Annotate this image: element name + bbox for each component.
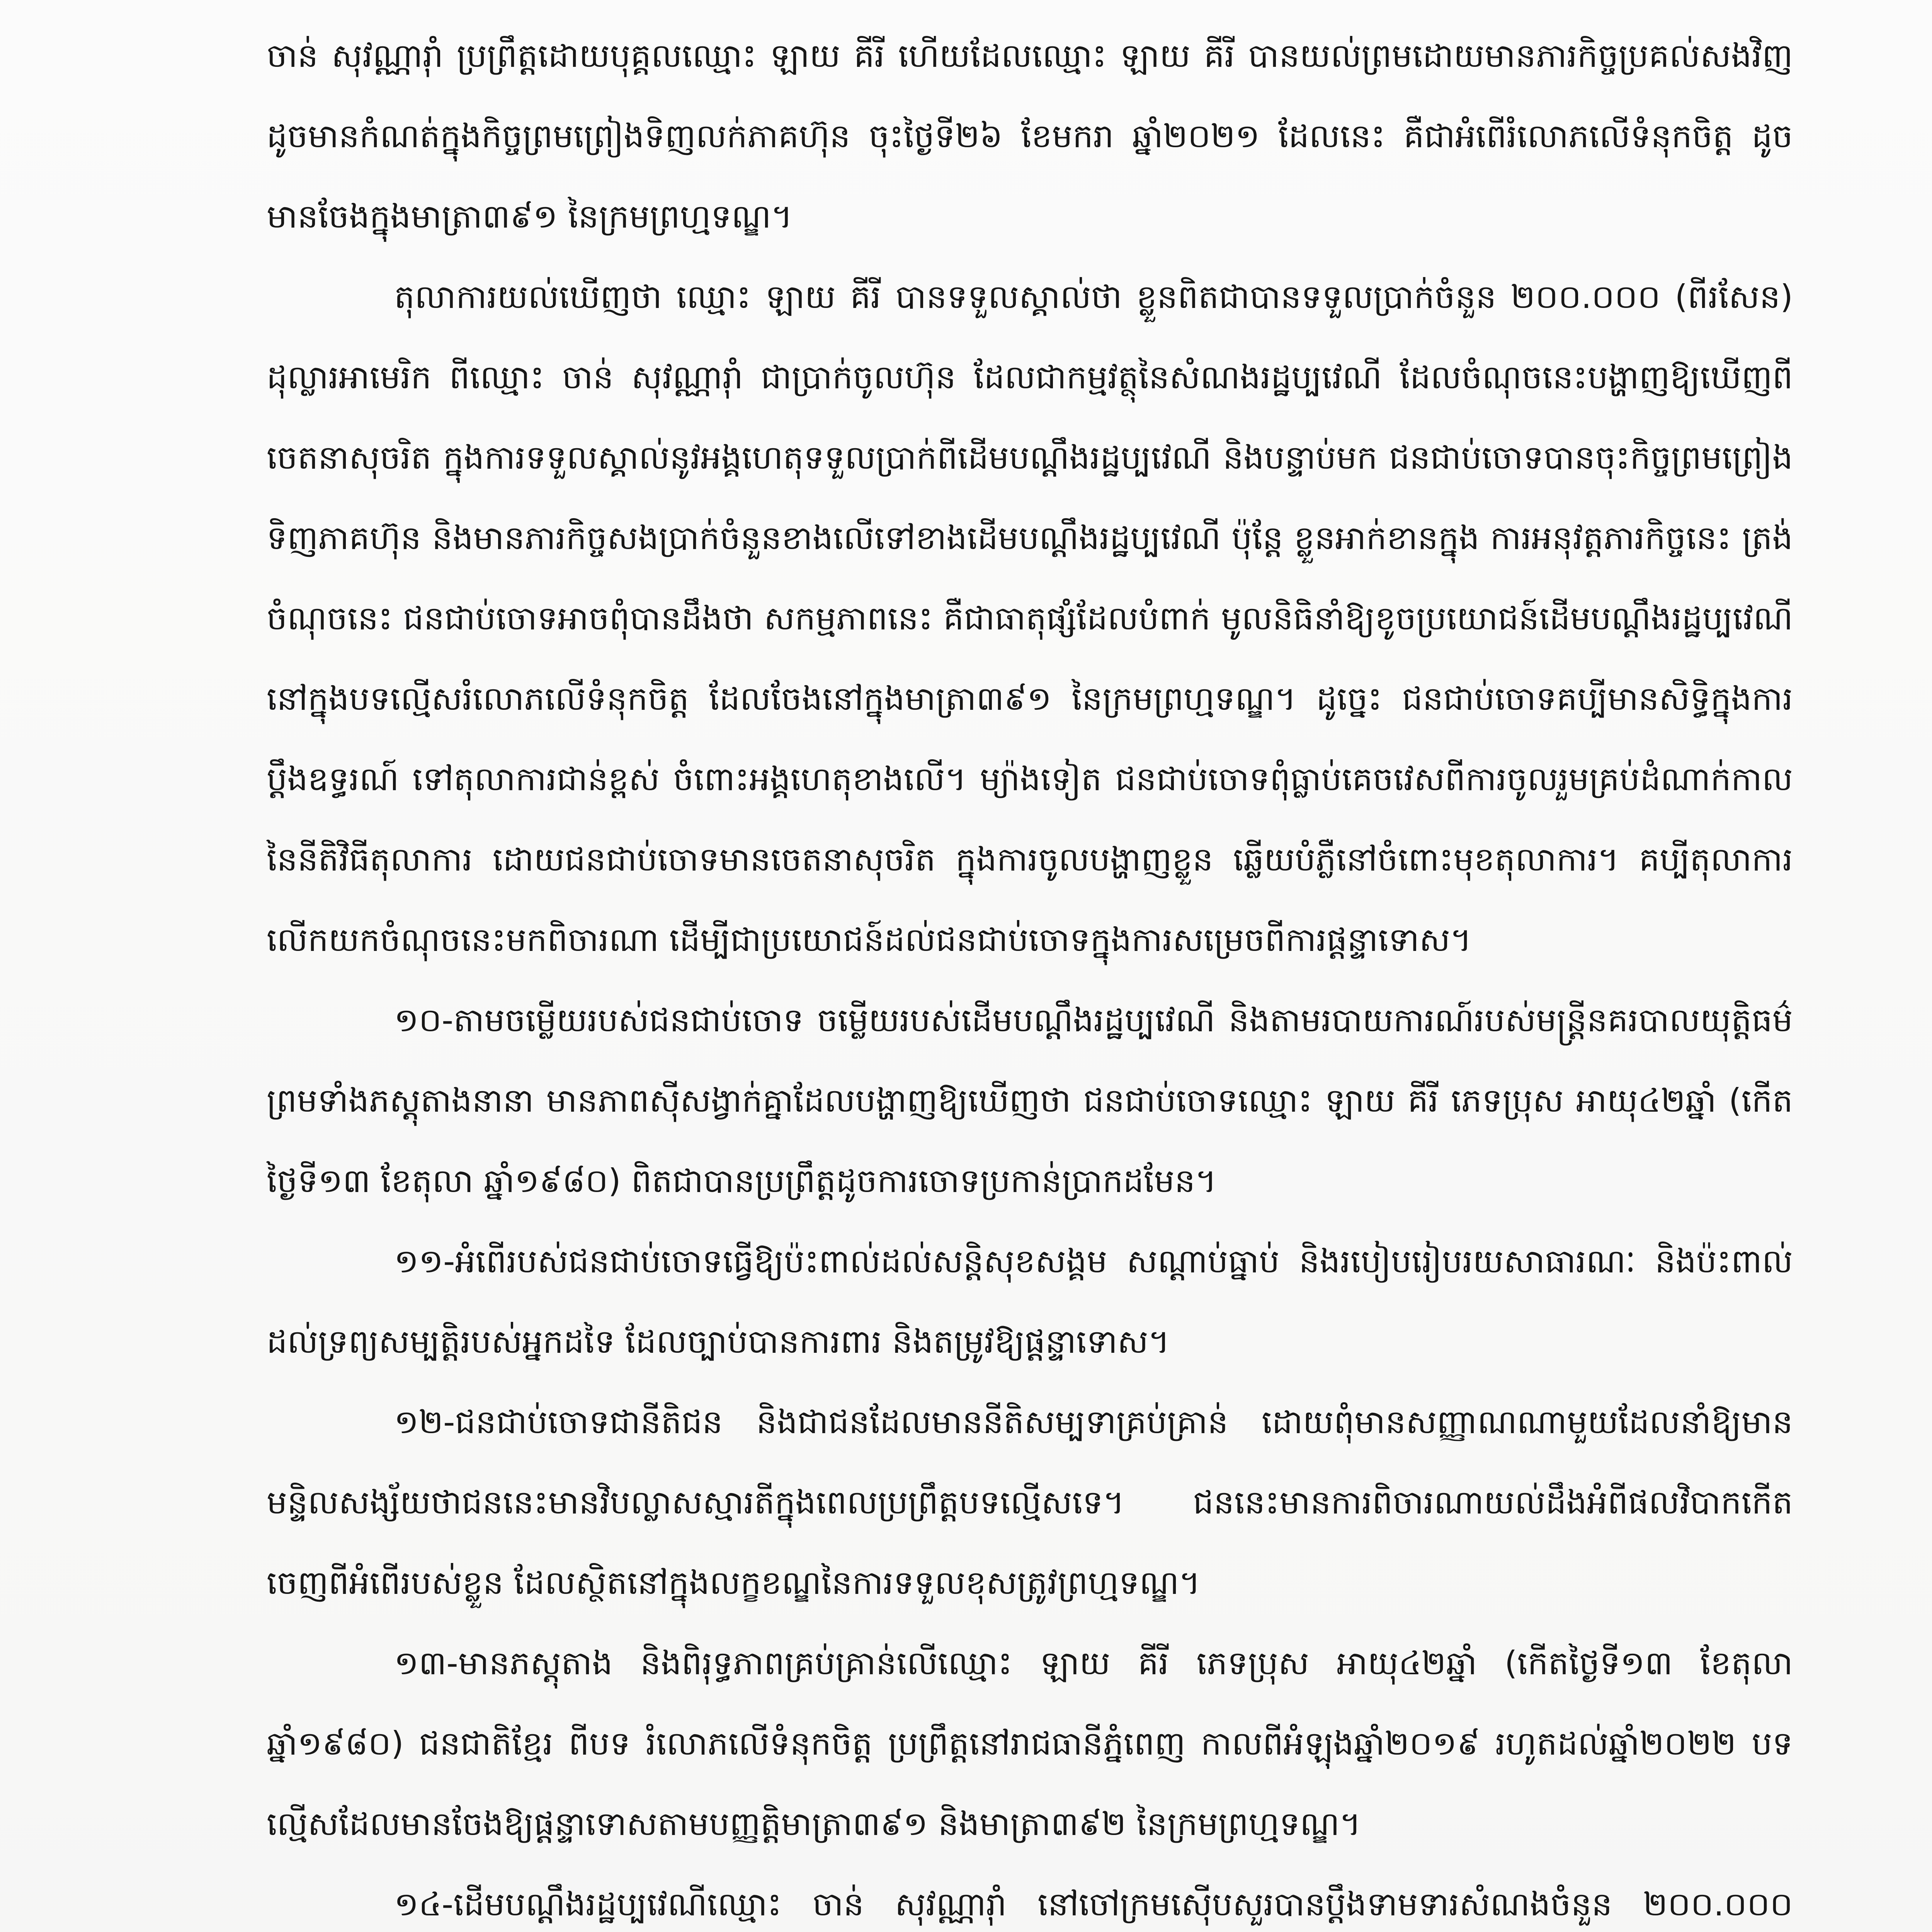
paragraph-10: ១០-តាមចម្លើយរបស់ជនជាប់ចោទ ចម្លើយរបស់ដើមបណ្តឹងរដ្ឋប្បវេណី និងតាមរបាយការណ៍របស់មន្ត្រីនគរបាលយុត្តិធម៌ ព្រមទាំងភស្តុតាងនានា មានភាពស៊ីសង្វាក់គ្នាដែលបង្ហាញឱ្យឃើញថា ជនជាប់ចោទឈ្មោះ ឡាយ គីរី ភេទប្រុស អាយុ៤២ឆ្នាំ (កើតថ្ងៃទី១៣ ខែតុលា ឆ្នាំ១៩៨០) ពិតជាបានប្រព្រឹត្តដូចការចោទប្រកាន់ប្រាកដមែន។ xyxy=(267,1001,1793,1200)
paragraph-13: ១៣-មានភស្តុតាង និងពិរុទ្ធភាពគ្រប់គ្រាន់លើឈ្មោះ ឡាយ គីរី ភេទប្រុស អាយុ៤២ឆ្នាំ (កើតថ្ងៃទី១៣ ខែតុលា ឆ្នាំ១៩៨០) ជនជាតិខ្មែរ ពីបទ រំលោភលើទំនុកចិត្ត ប្រព្រឹត្តនៅរាជធានីភ្នំពេញ កាលពីអំឡុងឆ្នាំ២០១៩ រហូតដល់ឆ្នាំ២០២២ បទល្មើសដែលមានចែងឱ្យផ្តន្ទាទោសតាមបញ្ញត្តិមាត្រា៣៩១ និងមាត្រា៣៩២ នៃក្រមព្រហ្មទណ្ឌ។ xyxy=(267,1644,1793,1843)
paragraph-continuation: ចាន់ សុវណ្ណារ៉ាំ ប្រព្រឹត្តដោយបុគ្គលឈ្មោះ ឡាយ គីរី ហើយដែលឈ្មោះ ឡាយ គីរី បានយល់ព្រមដោយមានភារកិច្ចប្រគល់សងវិញ ដូចមានកំណត់ក្នុងកិច្ចព្រមព្រៀងទិញលក់ភាគហ៊ុន ចុះថ្ងៃទី២៦ ខែមករា ឆ្នាំ២០២១ ដែលនេះ គឺជាអំពើរំលោភលើទំនុកចិត្ត ដូចមានចែងក្នុងមាត្រា៣៩១ នៃក្រមព្រហ្មទណ្ឌ។ xyxy=(267,37,1793,235)
paragraph-12: ១២-ជនជាប់ចោទជានីតិជន និងជាជនដែលមាននីតិសម្បទាគ្រប់គ្រាន់ ដោយពុំមានសញ្ញាណណាមួយដែលនាំឱ្យមានមន្ទិលសង្ស័យថាជននេះមានវិបល្លាសស្មារតីក្នុងពេលប្រព្រឹត្តបទល្មើសទេ។ ជននេះមានការពិចារណាយល់ដឹងអំពីផលវិបាកកើតចេញពីអំពើរបស់ខ្លួន ដែលស្ថិតនៅក្នុងលក្ខខណ្ឌនៃការទទួលខុសត្រូវព្រហ្មទណ្ឌ។ xyxy=(267,1403,1793,1602)
paragraph-11: ១១-អំពើរបស់ជនជាប់ចោទធ្វើឱ្យប៉ះពាល់ដល់សន្តិសុខសង្គម សណ្តាប់ធ្នាប់ និងរបៀបរៀបរយសាធារណៈ និងប៉ះពាល់ដល់ទ្រព្យសម្បត្តិរបស់អ្នកដទៃ ដែលច្បាប់បានការពារ និងតម្រូវឱ្យផ្តន្ទាទោស។ xyxy=(267,1242,1793,1361)
paragraph-court-finding: តុលាការយល់ឃើញថា ឈ្មោះ ឡាយ គីរី បានទទួលស្គាល់ថា ខ្លួនពិតជាបានទទួលប្រាក់ចំនួន ២០០.០០០ (ពីរសែន) ដុល្លារអាមេរិក ពីឈ្មោះ ចាន់ សុវណ្ណារ៉ាំ ជាប្រាក់ចូលហ៊ុន ដែលជាកម្មវត្ថុនៃសំណងរដ្ឋប្បវេណី ដែលចំណុចនេះបង្ហាញឱ្យឃើញពីចេតនាសុចរិត ក្នុងការទទួលស្គាល់នូវអង្គហេតុទទួលប្រាក់ពីដើមបណ្តឹងរដ្ឋប្បវេណី និងបន្ទាប់មក ជនជាប់ចោទបានចុះកិច្ចព្រមព្រៀង ទិញភាគហ៊ុន និងមានភារកិច្ចសងប្រាក់ចំនួនខាងលើទៅខាងដើមបណ្តឹងរដ្ឋប្បវេណី ប៉ុន្តែ ខ្លួនអាក់ខានក្នុង ការអនុវត្តភារកិច្ចនេះ ត្រង់ចំណុចនេះ ជនជាប់ចោទអាចពុំបានដឹងថា សកម្មភាពនេះ គឺជាធាតុផ្សំដែលបំពាក់ មូលនិធិនាំឱ្យខូចប្រយោជន៍ដើមបណ្តឹងរដ្ឋប្បវេណី នៅក្នុងបទល្មើសរំលោភលើទំនុកចិត្ត ដែលចែងនៅក្នុងមាត្រា៣៩១ នៃក្រមព្រហ្មទណ្ឌ។ ដូច្នេះ ជនជាប់ចោទគប្បីមានសិទ្ធិក្នុងការប្តឹងឧទ្ធរណ៍ ទៅតុលាការជាន់ខ្ពស់ ចំពោះអង្គហេតុខាងលើ។ ម្យ៉ាងទៀត ជនជាប់ចោទពុំធ្លាប់គេចវេសពីការចូលរួមគ្រប់ដំណាក់កាលនៃនីតិវិធីតុលាការ ដោយជនជាប់ចោទមានចេតនាសុចរិត ក្នុងការចូលបង្ហាញខ្លួន ឆ្លើយបំភ្លឺនៅចំពោះមុខតុលាការ។ គប្បីតុលាការលើកយកចំណុចនេះមកពិចារណា ដើម្បីជាប្រយោជន៍ដល់ជនជាប់ចោទក្នុងការសម្រេចពីការផ្តន្ទាទោស។ xyxy=(267,278,1793,959)
paragraph-14: ១៤-ដើមបណ្តឹងរដ្ឋប្បវេណីឈ្មោះ ចាន់ សុវណ្ណារ៉ាំ នៅចៅក្រមស៊ើបសួរបានប្តឹងទាមទារសំណងចំនួន ២០០.០០០ xyxy=(394,1885,1793,1923)
document-body xyxy=(267,15,1793,1932)
